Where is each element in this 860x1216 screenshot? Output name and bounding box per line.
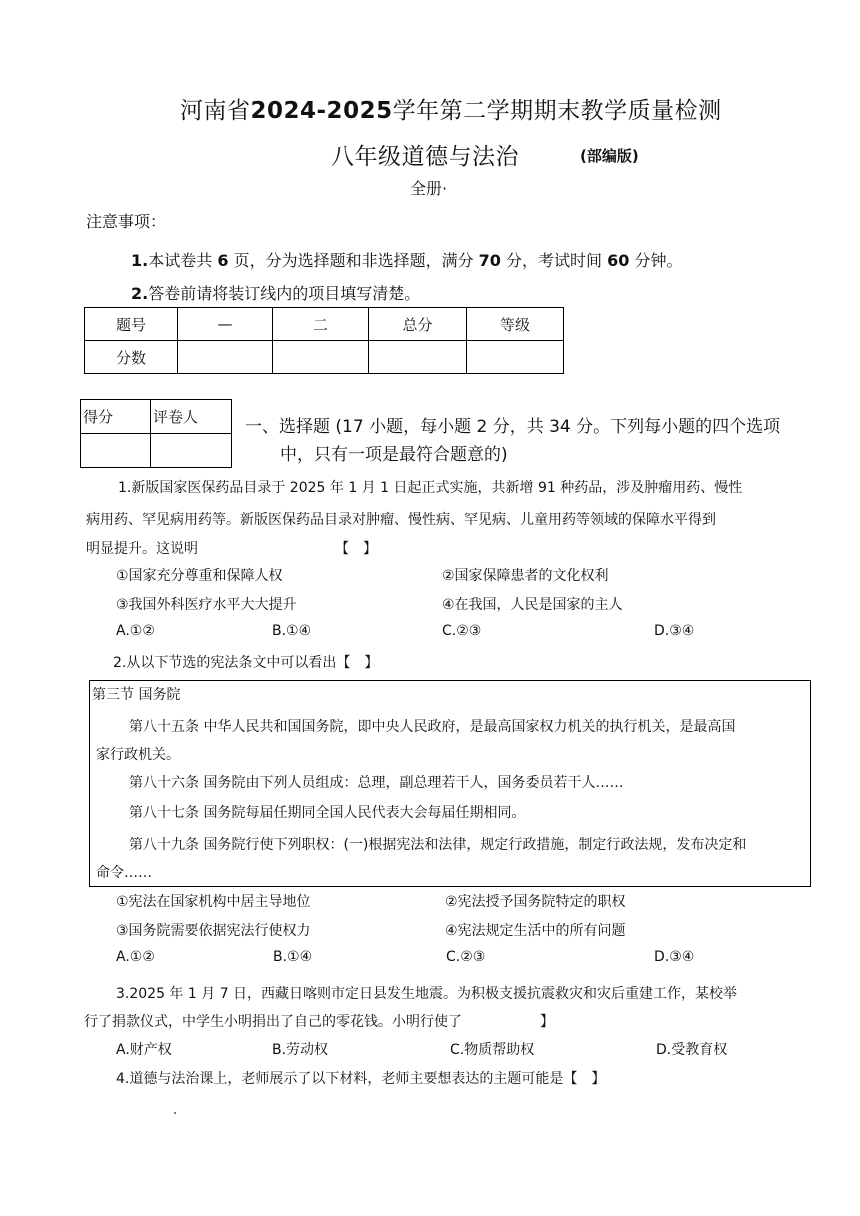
- score-cell[interactable]: [178, 341, 273, 374]
- excerpt-article-89-cont: 命令……: [96, 865, 152, 881]
- scope-label: 全册·: [410, 179, 448, 198]
- excerpt-article-85: 第八十五条 中华人民共和国国务院，即中央人民政府，是最高国家权力机关的执行机关，是最高国: [129, 719, 736, 735]
- q1-statement-1: ①国家充分尊重和保障人权: [116, 568, 283, 584]
- q1-stem-end: 明显提升。这说明: [86, 541, 198, 557]
- q1-statement-4: ④在我国，人民是国家的主人: [442, 597, 623, 613]
- score-cell[interactable]: [369, 341, 467, 374]
- score-table-header: 总分: [369, 308, 467, 341]
- excerpt-article-87: 第八十七条 国务院每届任期同全国人民代表大会每届任期相同。: [129, 805, 526, 821]
- q1-option-d[interactable]: D.③④: [654, 623, 695, 639]
- q4-stem: 4.道德与法治课上，老师展示了以下材料，老师主要想表达的主题可能是【 】: [116, 1071, 606, 1087]
- stray-dot: [174, 1112, 176, 1114]
- notice-item-1: 1.本试卷共 6 页，分为选择题和非选择题，满分 70 分，考试时间 60 分钟。: [131, 251, 683, 270]
- edition-label: (部编版): [580, 147, 639, 165]
- excerpt-article-89: 第八十九条 国务院行使下列职权：(一)根据宪法和法律，规定行政措施，制定行政法规，发布决定和: [129, 837, 747, 853]
- q3-option-b[interactable]: B.劳动权: [272, 1042, 329, 1058]
- q2-statement-3: ③国务院需要依据宪法行使权力: [116, 923, 311, 939]
- excerpt-article-85-cont: 家行政机关。: [96, 747, 180, 763]
- q3-option-a[interactable]: A.财产权: [116, 1042, 172, 1058]
- notice-heading: 注意事项：: [86, 212, 167, 231]
- section-1-heading: 一、选择题 (17 小题，每小题 2 分，共 34 分。下列每小题的四个选项: [245, 417, 781, 437]
- grader-name-cell[interactable]: [151, 434, 232, 468]
- q1-option-c[interactable]: C.②③: [442, 623, 482, 639]
- excerpt-section-title: 第三节 国务院: [92, 687, 181, 703]
- section-1-heading-cont: 中，只有一项是最符合题意的): [280, 445, 508, 465]
- grader-box: [80, 399, 232, 468]
- q2-option-c[interactable]: C.②③: [446, 949, 486, 965]
- q1-statement-3: ③我国外科医疗水平大大提升: [116, 597, 297, 613]
- q1-option-b[interactable]: B.①④: [272, 623, 312, 639]
- q3-stem-cont: 行了捐款仪式，中学生小明捐出了自己的零花钱。小明行使了: [84, 1014, 462, 1030]
- score-table-header: 等级: [467, 308, 564, 341]
- exam-subtitle: 八年级道德与法治: [331, 144, 519, 170]
- q2-statement-1: ①宪法在国家机构中居主导地位: [116, 894, 311, 910]
- score-table: [84, 307, 564, 374]
- q3-stem: 3.2025 年 1 月 7 日，西藏日喀则市定日县发生地震。为积极支援抗震救灾和灾后重建工作，某校举: [116, 986, 738, 1002]
- score-row-label: 分数: [85, 341, 178, 374]
- q2-option-d[interactable]: D.③④: [654, 949, 695, 965]
- q2-statement-2: ②宪法授予国务院特定的职权: [445, 894, 626, 910]
- score-table-header: —: [178, 308, 273, 341]
- score-table-header: 题号: [85, 308, 178, 341]
- q1-statement-2: ②国家保障患者的文化权利: [442, 568, 609, 584]
- q3-option-c[interactable]: C.物质帮助权: [450, 1042, 535, 1058]
- grader-score-cell[interactable]: [81, 434, 151, 468]
- q3-option-d[interactable]: D.受教育权: [656, 1042, 728, 1058]
- q1-stem-cont: 病用药、罕见病用药等。新版医保药品目录对肿瘤、慢性病、罕见病、儿童用药等领域的保障水平得到: [86, 512, 716, 528]
- q2-statement-4: ④宪法规定生活中的所有问题: [445, 923, 626, 939]
- notice-item-2: 2.答卷前请将装订线内的项目填写清楚。: [131, 284, 421, 303]
- q2-stem: 2.从以下节选的宪法条文中可以看出【 】: [113, 655, 379, 671]
- excerpt-article-86: 第八十六条 国务院由下列人员组成：总理，副总理若干人，国务委员若干人……: [129, 775, 624, 791]
- q1-answer-bracket: 【 】: [335, 541, 377, 557]
- q2-option-b[interactable]: B.①④: [273, 949, 313, 965]
- q1-stem: 1.新版国家医保药品目录于 2025 年 1 月 1 日起正式实施，共新增 91 种药品，涉及肿瘤用药、慢性: [118, 480, 743, 496]
- grader-name-label: 评卷人: [151, 400, 232, 434]
- score-cell[interactable]: [273, 341, 369, 374]
- q2-option-a[interactable]: A.①②: [116, 949, 155, 965]
- q3-answer-bracket: 】: [540, 1014, 554, 1030]
- q1-option-a[interactable]: A.①②: [116, 623, 155, 639]
- score-cell[interactable]: [467, 341, 564, 374]
- exam-title: 河南省2024-2025学年第二学期期末教学质量检测: [180, 98, 722, 124]
- score-table-header: 二: [273, 308, 369, 341]
- grader-score-label: 得分: [81, 400, 151, 434]
